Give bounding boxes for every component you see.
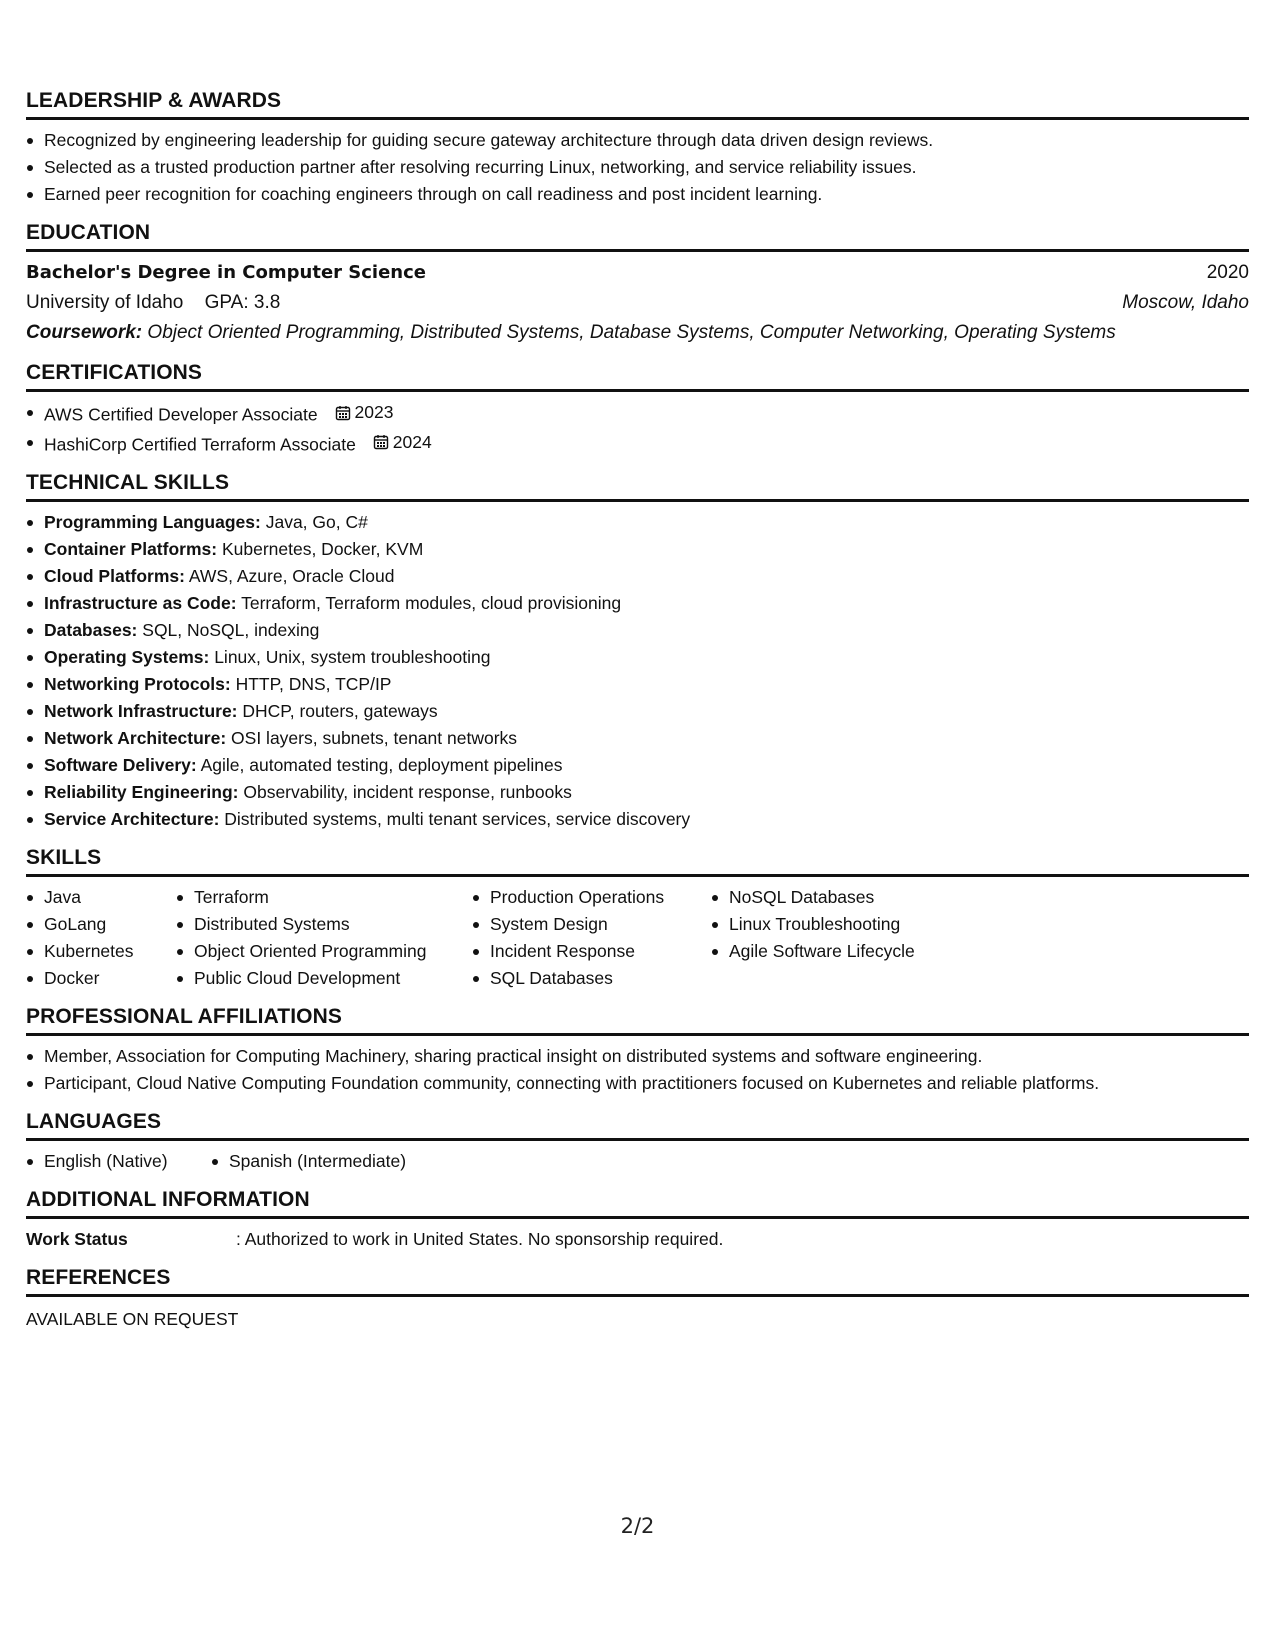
skill-label: Service Architecture:	[44, 809, 220, 829]
skill-label: Software Delivery:	[44, 755, 197, 775]
skill-value: Terraform, Terraform modules, cloud provisioning	[241, 593, 622, 613]
list-item	[44, 752, 1249, 779]
affiliations-section	[26, 1004, 1249, 1097]
section-title-certifications: CERTIFICATIONS	[26, 360, 1249, 392]
list-item: Linux Troubleshooting	[729, 911, 989, 938]
gpa: GPA: 3.8	[204, 292, 281, 313]
list-item: Kubernetes	[44, 938, 176, 965]
skill-value: Linux, Unix, system troubleshooting	[214, 647, 491, 667]
list-item	[44, 617, 1249, 644]
list-item: Spanish (Intermediate)	[229, 1148, 406, 1175]
technical-skills-list	[26, 509, 1249, 833]
list-item: Public Cloud Development	[194, 965, 472, 992]
list-item: SQL Databases	[490, 965, 711, 992]
skills-columns	[26, 884, 1249, 992]
skills-column-1	[26, 884, 176, 992]
list-item: NoSQL Databases	[729, 884, 989, 911]
skill-label: Reliability Engineering:	[44, 782, 239, 802]
skill-value: SQL, NoSQL, indexing	[142, 620, 320, 640]
leadership-list	[26, 127, 1249, 208]
section-title-education: EDUCATION	[26, 220, 1249, 252]
work-status-row	[26, 1225, 1249, 1253]
list-item	[44, 671, 1249, 698]
skills-section	[26, 845, 1249, 992]
list-item: Member, Association for Computing Machinery, sharing practical insight on distributed systems and software engineering.	[44, 1043, 1249, 1070]
skills-column-3	[472, 884, 711, 992]
list-item: Docker	[44, 965, 176, 992]
languages-section	[26, 1109, 1249, 1175]
list-item: Java	[44, 884, 176, 911]
list-item: Production Operations	[490, 884, 711, 911]
list-item: GoLang	[44, 911, 176, 938]
skill-label: Databases:	[44, 620, 138, 640]
additional-info-section	[26, 1187, 1249, 1253]
skill-label: Programming Languages:	[44, 512, 261, 532]
list-item: Participant, Cloud Native Computing Foundation community, connecting with practitioners focused on Kubernetes and reliable platforms.	[44, 1070, 1249, 1097]
certification-name: HashiCorp Certified Terraform Associate	[44, 434, 356, 454]
list-item	[44, 806, 1249, 833]
section-title-references: REFERENCES	[26, 1265, 1249, 1297]
skill-label: Operating Systems:	[44, 647, 210, 667]
skill-value: HTTP, DNS, TCP/IP	[235, 674, 392, 694]
list-item: Recognized by engineering leadership for guiding secure gateway architecture through data driven design reviews.	[44, 127, 1249, 154]
skill-value: Java, Go, C#	[265, 512, 368, 532]
list-item: Agile Software Lifecycle	[729, 938, 989, 965]
work-status-value: : Authorized to work in United States. No sponsorship required.	[236, 1229, 724, 1249]
degree-name: Bachelor's Degree in Computer Science	[26, 262, 426, 283]
references-section	[26, 1265, 1249, 1333]
calendar-icon	[335, 405, 351, 421]
leadership-section	[26, 88, 1249, 208]
school-name: University of Idaho	[26, 292, 184, 313]
section-title-leadership: LEADERSHIP & AWARDS	[26, 88, 1249, 120]
list-item: Earned peer recognition for coaching engineers through on call readiness and post incident learning.	[44, 181, 1249, 208]
skill-label: Infrastructure as Code:	[44, 593, 237, 613]
work-status-label: Work Status	[26, 1229, 128, 1249]
list-item	[44, 644, 1249, 671]
list-item	[44, 779, 1249, 806]
certifications-list	[26, 399, 1249, 458]
certifications-section	[26, 360, 1249, 458]
skill-label: Container Platforms:	[44, 539, 218, 559]
skill-value: Distributed systems, multi tenant services, service discovery	[224, 809, 691, 829]
list-item: Object Oriented Programming	[194, 938, 472, 965]
references-text: AVAILABLE ON REQUEST	[26, 1309, 239, 1329]
skill-value: Observability, incident response, runbooks	[243, 782, 572, 802]
skill-value: Agile, automated testing, deployment pipelines	[200, 755, 563, 775]
skill-label: Networking Protocols:	[44, 674, 231, 694]
page-number: 2/2	[620, 1514, 655, 1538]
section-title-additional-info: ADDITIONAL INFORMATION	[26, 1187, 1249, 1219]
list-item	[44, 509, 1249, 536]
list-item	[44, 563, 1249, 590]
school-location: Moscow, Idaho	[1122, 292, 1249, 313]
certification-item	[44, 429, 1249, 459]
skills-column-2	[176, 884, 472, 992]
certification-year: 2024	[392, 431, 432, 452]
certification-item	[44, 399, 1249, 429]
list-item: English (Native)	[44, 1148, 211, 1175]
education-degree-row	[26, 258, 1249, 288]
list-item: Incident Response	[490, 938, 711, 965]
list-item	[44, 725, 1249, 752]
skill-label: Cloud Platforms:	[44, 566, 185, 586]
list-item	[44, 536, 1249, 563]
list-item: Terraform	[194, 884, 472, 911]
skill-value: DHCP, routers, gateways	[242, 701, 438, 721]
section-title-languages: LANGUAGES	[26, 1109, 1249, 1141]
list-item: Distributed Systems	[194, 911, 472, 938]
skill-value: Kubernetes, Docker, KVM	[221, 539, 424, 559]
skill-label: Network Infrastructure:	[44, 701, 238, 721]
education-school-row	[26, 288, 1249, 318]
graduation-year: 2020	[1206, 262, 1249, 283]
skill-label: Network Architecture:	[44, 728, 227, 748]
coursework	[26, 318, 1249, 348]
list-item: System Design	[490, 911, 711, 938]
section-title-technical-skills: TECHNICAL SKILLS	[26, 470, 1249, 502]
skills-column-4	[711, 884, 989, 992]
technical-skills-section	[26, 470, 1249, 833]
coursework-list: Object Oriented Programming, Distributed Systems, Database Systems, Computer Networking, Operating Systems	[147, 322, 1116, 343]
section-title-affiliations: PROFESSIONAL AFFILIATIONS	[26, 1004, 1249, 1036]
coursework-label: Coursework:	[26, 322, 143, 343]
list-item: Selected as a trusted production partner after resolving recurring Linux, networking, and service reliability issues.	[44, 154, 1249, 181]
education-section	[26, 220, 1249, 348]
certification-year: 2023	[354, 402, 394, 422]
list-item	[44, 698, 1249, 725]
certification-name: AWS Certified Developer Associate	[44, 404, 318, 425]
resume-page	[26, 88, 1249, 1345]
affiliations-list	[26, 1043, 1249, 1097]
languages-list	[26, 1148, 1249, 1175]
calendar-icon	[373, 434, 389, 450]
list-item	[44, 590, 1249, 617]
skill-value: OSI layers, subnets, tenant networks	[231, 728, 518, 748]
skill-value: AWS, Azure, Oracle Cloud	[188, 566, 395, 586]
section-title-skills: SKILLS	[26, 845, 1249, 877]
